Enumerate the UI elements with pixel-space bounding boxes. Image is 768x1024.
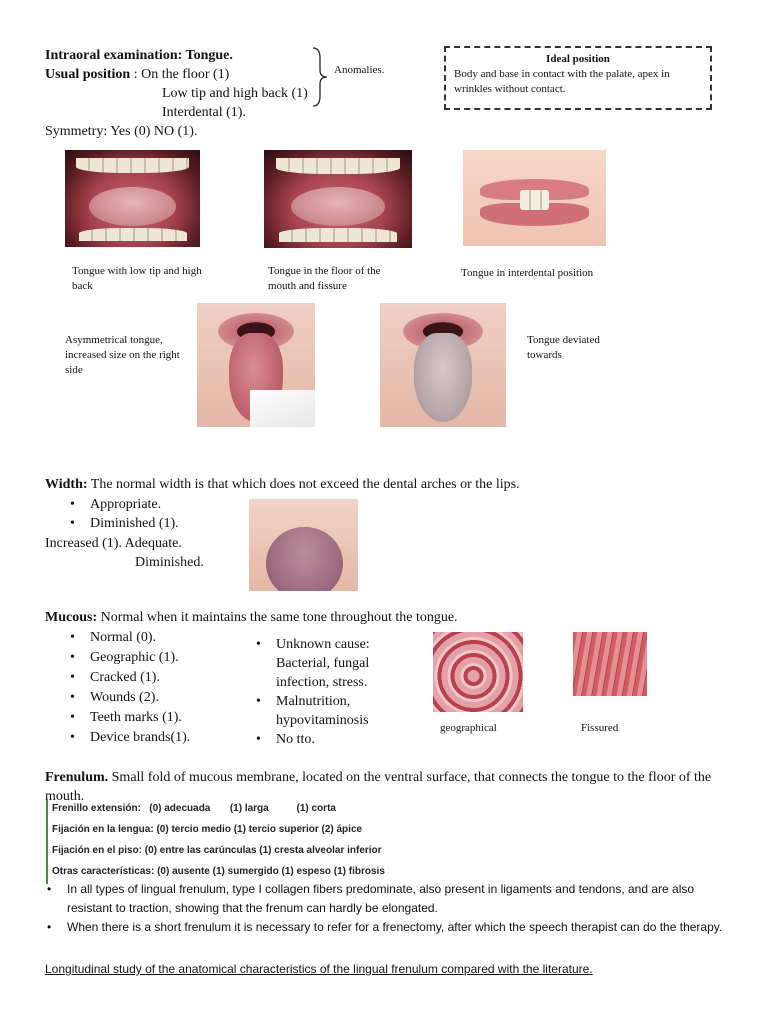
caption-deviated: Tongue deviated towards [527, 334, 600, 361]
ideal-position-title: Ideal position [546, 53, 610, 65]
width-list [60, 495, 240, 533]
mucous-label: Mucous: [45, 610, 98, 625]
frenulum-protocol-table [46, 800, 446, 884]
table-row: Fijación en el piso: (0) entre las carúnculas (1) cresta alveolar inferior [46, 842, 446, 863]
list-item: • Normal (0). [60, 628, 240, 648]
photo-deviated-tongue [380, 303, 506, 427]
mucous-list [60, 628, 240, 748]
mucous-description: Normal when it maintains the same tone throughout the tongue. [97, 610, 458, 625]
width-heading [45, 475, 725, 494]
mucous-heading [45, 608, 725, 627]
list-item: • When there is a short frenulum it is necessary to refer for a frenectomy, after which the speech therapist can do the therapy. [37, 918, 727, 937]
width-label: Width: [45, 477, 88, 492]
brace-icon [310, 46, 330, 108]
position-option-low-tip: Low tip and high back (1) [162, 86, 308, 101]
frenulum-label: Frenulum. [45, 770, 109, 785]
photo-interdental-tongue [463, 150, 606, 246]
caption-asymmetrical: Asymmetrical tongue, increased size on the right side [65, 334, 180, 376]
usual-position-line [45, 65, 345, 84]
list-item: • Device brands(1). [60, 728, 240, 748]
photo-width-tongue [249, 499, 358, 591]
mucous-causes-list [246, 635, 376, 749]
caption-fissured: Fissured [581, 722, 619, 734]
table-row: Fijación en la lengua: (0) tercio medio (1) tercio superior (2) ápice [46, 821, 446, 842]
list-item: • Malnutrition, hypovitaminosis [246, 692, 376, 730]
caption-interdental: Tongue in interdental position [461, 267, 594, 279]
table-row: Otras características: (0) ausente (1) sumergido (1) espeso (1) fibrosis [46, 863, 446, 884]
photo-fissured-tongue [573, 632, 647, 696]
photo-asymmetrical-tongue [197, 303, 315, 427]
header-block [45, 46, 345, 84]
list-item: • Diminished (1). [60, 514, 240, 533]
table-row: Frenillo extensión: (0) adecuada (1) larga (1) corta [46, 800, 446, 821]
caption-geographical: geographical [440, 722, 497, 734]
list-item: • Unknown cause: Bacterial, fungal infection, stress. [246, 635, 376, 692]
photo-low-tip-tongue [65, 150, 200, 247]
frenulum-bullets [37, 880, 727, 937]
frenulum-description: Small fold of mucous membrane, located on the ventral surface, that connects the tongue to the floor of the mouth. [45, 770, 712, 804]
caption-floor: Tongue in the floor of the mouth and fissure [268, 265, 381, 292]
list-item: • Teeth marks (1). [60, 708, 240, 728]
photo-floor-tongue [264, 150, 412, 248]
list-item: • Appropriate. [60, 495, 240, 514]
ideal-position-text: Body and base in contact with the palate, apex in wrinkles without contact. [454, 68, 670, 95]
list-item: • Cracked (1). [60, 668, 240, 688]
position-option-interdental: Interdental (1). [162, 105, 246, 120]
width-line-diminished: Diminished. [135, 555, 204, 570]
width-line-increased: Increased (1). Adequate. [45, 536, 182, 551]
list-item: • In all types of lingual frenulum, type I collagen fibers predominate, also present in ligaments and tendons, and are also resistant to traction, showing that the frenum can hardly be elongated. [37, 880, 727, 918]
usual-position-value: : On the floor (1) [130, 67, 230, 82]
usual-position-label: Usual position [45, 67, 131, 82]
list-item: • No tto. [246, 730, 376, 749]
ideal-position-box [444, 46, 712, 110]
photo-geographic-tongue [433, 632, 523, 712]
reference-link[interactable]: Longitudinal study of the anatomical characteristics of the lingual frenulum compared with the literature. [45, 962, 593, 976]
anomalies-label: Anomalies. [334, 64, 385, 76]
page-title: Intraoral examination: Tongue. [45, 48, 233, 63]
list-item: • Geographic (1). [60, 648, 240, 668]
width-description: The normal width is that which does not exceed the dental arches or the lips. [87, 477, 520, 492]
list-item: • Wounds (2). [60, 688, 240, 708]
symmetry-line: Symmetry: Yes (0) NO (1). [45, 124, 198, 139]
caption-low-tip: Tongue with low tip and high back [72, 265, 202, 292]
